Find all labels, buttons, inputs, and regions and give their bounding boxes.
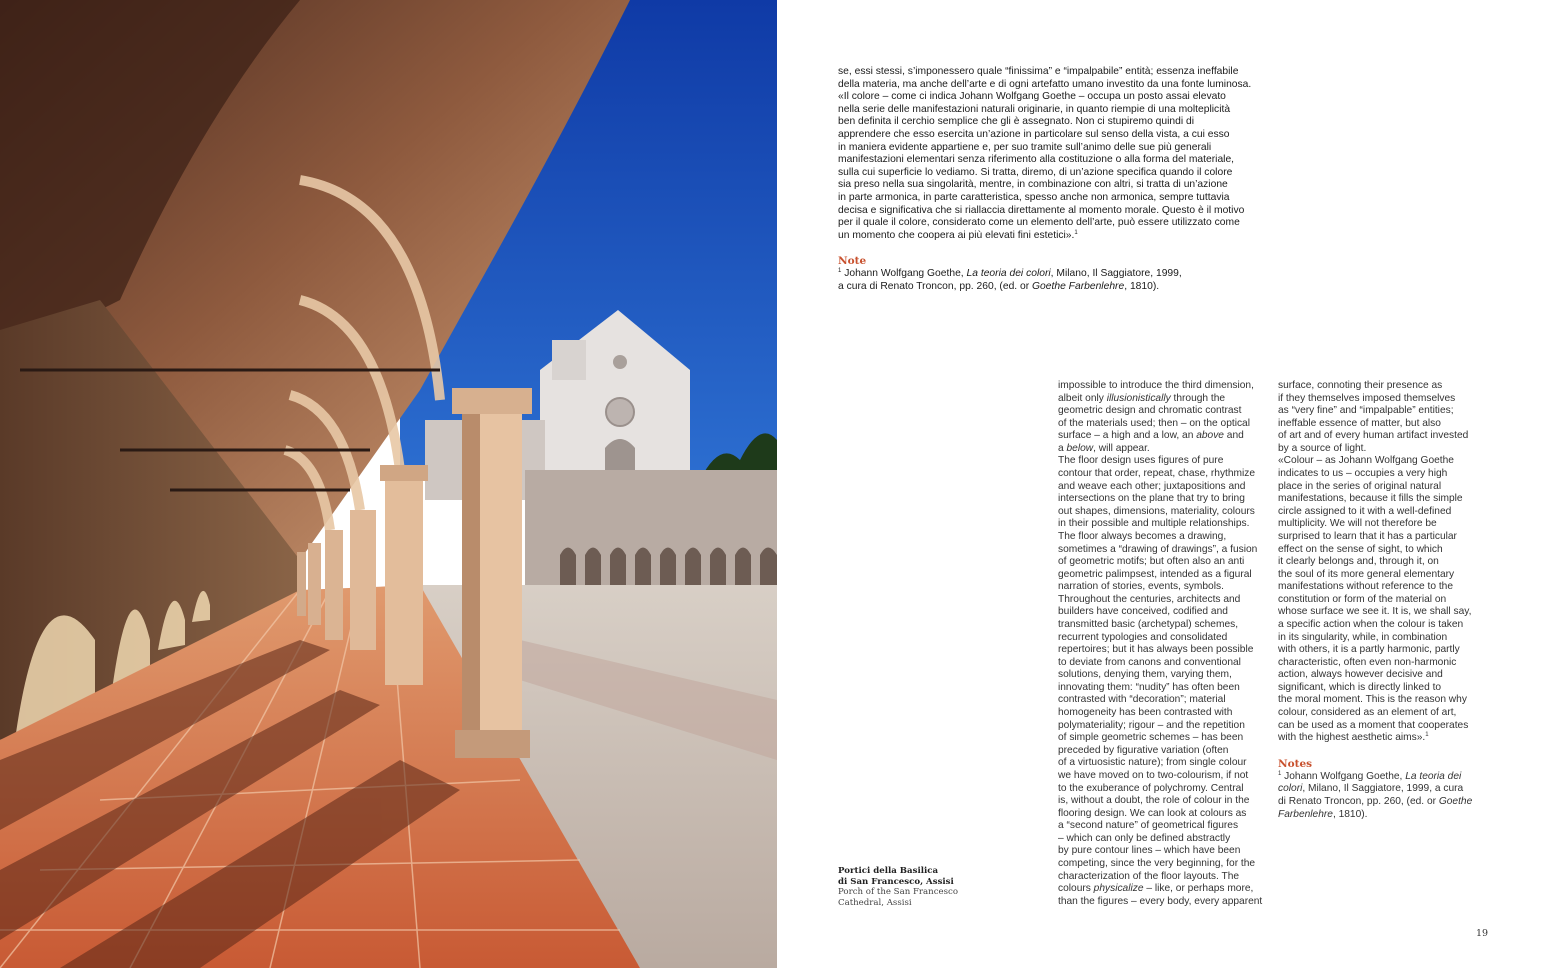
english-line bbox=[1058, 694, 1273, 707]
footnote-marker: 1 bbox=[1425, 732, 1429, 739]
english-line-text: a “second nature” of geometrical figures bbox=[1058, 820, 1239, 832]
english-line-text: to deviate from canons and conventional bbox=[1058, 656, 1241, 668]
text-segment: – like, or perhaps more, bbox=[1143, 883, 1254, 895]
page-number: 19 bbox=[1476, 928, 1489, 939]
notes-number: 1 bbox=[1278, 770, 1282, 777]
english-column-2 bbox=[1278, 380, 1493, 821]
note-book-title: La teoria dei colori bbox=[966, 268, 1051, 280]
caption-english-line: Porch of the San Francesco bbox=[838, 887, 958, 897]
note-text-segment: Johann Wolfgang Goethe, bbox=[841, 268, 967, 280]
english-line bbox=[1058, 606, 1273, 619]
english-line-text: circle assigned to it with a well-defined bbox=[1278, 505, 1452, 517]
english-line bbox=[1278, 518, 1493, 531]
notes-line bbox=[1278, 796, 1493, 809]
english-line bbox=[1058, 657, 1273, 670]
italian-line: sia preso nella sua singolarità, mentre, in combinazione con altri, si tratta di un’azione bbox=[838, 179, 1228, 191]
english-line-text: of a virtuosistic nature); from single colour bbox=[1058, 757, 1247, 769]
english-line bbox=[1058, 858, 1273, 871]
english-line bbox=[1278, 569, 1493, 582]
english-line-text: effect on the sense of sight, to which bbox=[1278, 543, 1443, 555]
text-segment: , will appear. bbox=[1093, 442, 1150, 454]
english-line bbox=[1278, 644, 1493, 657]
english-line bbox=[1058, 493, 1273, 506]
english-line-text: the soul of its more general elementary bbox=[1278, 568, 1455, 580]
text-segment: , 1810). bbox=[1332, 808, 1368, 820]
english-line-text: surprised to learn that it has a particular bbox=[1278, 530, 1457, 542]
english-line-text: to the exuberance of polychromy. Central bbox=[1058, 782, 1244, 794]
italian-line: ben definita il cerchio semplice che gli è assegnato. Non ci stupiremo quindi di bbox=[838, 116, 1195, 128]
english-line-text: manifestations without reference to the bbox=[1278, 581, 1453, 593]
english-line bbox=[1058, 481, 1273, 494]
note-text-segment: a cura di Renato Troncon, pp. 260, (ed. or bbox=[838, 280, 1033, 292]
english-line-text: out shapes, dimensions, materiality, colours bbox=[1058, 505, 1255, 517]
english-line bbox=[1058, 455, 1273, 468]
english-line bbox=[1278, 669, 1493, 682]
english-line bbox=[1058, 518, 1273, 531]
english-column-1 bbox=[1058, 380, 1273, 908]
english-line-text: competing, since the very beginning, for the bbox=[1058, 857, 1256, 869]
english-line: of the materials used; then – on the optical bbox=[1058, 417, 1250, 429]
english-line-text: action, always however decisive and bbox=[1278, 669, 1443, 681]
english-line bbox=[1278, 380, 1493, 393]
note-text bbox=[838, 268, 1268, 293]
text-segment: di Renato Troncon, pp. 260, (ed. or bbox=[1278, 795, 1439, 807]
english-column-2-lines bbox=[1278, 380, 1493, 745]
notes-line bbox=[1278, 809, 1493, 822]
english-line bbox=[1058, 783, 1273, 796]
note-text-segment: , Milano, Il Saggiatore, 1999, bbox=[1050, 268, 1182, 280]
english-line bbox=[1278, 707, 1493, 720]
notes-heading: Notes bbox=[1278, 757, 1313, 770]
english-line bbox=[1058, 833, 1273, 846]
italic-word: illusionistically bbox=[1106, 392, 1171, 404]
english-line-text: repertoires; but it has always been possible bbox=[1058, 644, 1254, 656]
notes-line bbox=[1278, 783, 1493, 796]
english-line-text: polymateriality; rigour – and the repetition bbox=[1058, 719, 1245, 731]
english-line-text: indicates to us – occupies a very high bbox=[1278, 468, 1448, 480]
italian-text-block bbox=[838, 66, 1268, 294]
english-line bbox=[1058, 770, 1273, 783]
english-line-text: builders have conceived, codified and bbox=[1058, 606, 1228, 618]
italic-word: physicalize bbox=[1093, 883, 1144, 895]
english-line bbox=[1058, 669, 1273, 682]
english-line bbox=[1278, 493, 1493, 506]
italian-line: decisa e significativa che si riallaccia direttamente al momento morale. Questo è il motivo bbox=[838, 204, 1245, 216]
english-line-text: it clearly belongs and, through it, on bbox=[1278, 556, 1439, 568]
english-line-text: can be used as a moment that cooperates bbox=[1278, 719, 1469, 731]
italian-line: apprendere che esso esercita un’azione in particolare sul senso della vista, a cui esso bbox=[838, 128, 1230, 140]
caption-italian-line: Portici della Basilica bbox=[838, 866, 939, 876]
english-line-text: solutions, denying them, varying them, bbox=[1058, 669, 1232, 681]
english-line-text: by pure contour lines – which have been bbox=[1058, 845, 1241, 857]
english-line bbox=[1058, 531, 1273, 544]
english-line bbox=[1278, 393, 1493, 406]
english-line bbox=[1278, 619, 1493, 632]
english-line bbox=[1058, 883, 1273, 896]
english-line-text: characterization of the floor layouts. The bbox=[1058, 870, 1240, 882]
english-line-text: constitution or form of the material on bbox=[1278, 593, 1447, 605]
italian-line: «Il colore – come ci indica Johann Wolfgang Goethe – occupa un posto assai elevato bbox=[838, 91, 1226, 103]
english-line bbox=[1058, 443, 1273, 456]
english-line-text: colour, considered as an element of art, bbox=[1278, 707, 1457, 719]
photo-caption bbox=[838, 866, 988, 908]
english-line-text: with others, it is a partly harmonic, partly bbox=[1278, 644, 1460, 656]
note-text-segment: , 1810). bbox=[1124, 280, 1160, 292]
english-line bbox=[1058, 720, 1273, 733]
italian-line bbox=[838, 230, 1268, 243]
notes-book-title: Goethe bbox=[1438, 795, 1473, 807]
english-line bbox=[1278, 594, 1493, 607]
english-line-text: by a source of light. bbox=[1278, 442, 1367, 454]
english-line-text: characteristic, often even non-harmonic bbox=[1278, 656, 1457, 668]
italian-line: nella serie delle manifestazioni naturali originarie, in quanto riempie di una molteplicità bbox=[838, 103, 1231, 115]
english-line bbox=[1058, 745, 1273, 758]
english-line-text: geometric palimpsest, intended as a figural bbox=[1058, 568, 1252, 580]
english-line bbox=[1058, 808, 1273, 821]
english-line bbox=[1278, 682, 1493, 695]
notes-book-title: La teoria dei bbox=[1405, 770, 1462, 782]
english-line-text: with the highest aesthetic aims». bbox=[1278, 732, 1426, 744]
english-line bbox=[1058, 644, 1273, 657]
english-line-text: of geometric motifs; but often also an anti bbox=[1058, 556, 1245, 568]
english-line-text: as “very fine” and “impalpable” entities; bbox=[1278, 405, 1454, 417]
english-line bbox=[1058, 707, 1273, 720]
english-line-text: The floor always becomes a drawing, bbox=[1058, 530, 1227, 542]
italian-line: in maniera evidente appartiene e, per suo tramite sull’animo delle sue più generali bbox=[838, 141, 1212, 153]
english-line-text: «Colour – as Johann Wolfgang Goethe bbox=[1278, 455, 1454, 467]
english-line bbox=[1278, 694, 1493, 707]
note-heading: Note bbox=[838, 255, 867, 268]
notes-book-title: colori bbox=[1278, 783, 1303, 795]
italian-body-paragraph bbox=[838, 66, 1268, 242]
english-line bbox=[1058, 556, 1273, 569]
english-line-text: contrasted with “decoration”; material bbox=[1058, 694, 1226, 706]
english-line-text: The floor design uses figures of pure bbox=[1058, 455, 1224, 467]
english-line-text: multiplicity. We will not therefore be bbox=[1278, 518, 1437, 530]
english-line-text: homogeneity has been contrasted with bbox=[1058, 707, 1233, 719]
italian-line: per il quale il colore, considerato come un elemento dell’arte, può essere utilizzato come bbox=[838, 217, 1240, 229]
italian-line: della materia, ma anche dell’arte e di ogni artefatto umano investito da una fonte luminosa. bbox=[838, 78, 1252, 90]
italian-line: in parte armonica, in parte caratteristica, spesso anche non armonica, sempre tuttavia bbox=[838, 191, 1230, 203]
english-line bbox=[1278, 430, 1493, 443]
italic-word: below bbox=[1066, 442, 1094, 454]
english-line bbox=[1278, 443, 1493, 456]
english-line-text: sometimes a “drawing of drawings”, a fusion bbox=[1058, 543, 1258, 555]
english-line-text: contour that order, repeat, chase, rhythmize bbox=[1058, 468, 1256, 480]
english-line-text: if they themselves imposed themselves bbox=[1278, 392, 1456, 404]
english-line bbox=[1058, 506, 1273, 519]
english-line-text: and weave each other; juxtapositions and bbox=[1058, 480, 1246, 492]
english-line bbox=[1278, 531, 1493, 544]
english-line bbox=[1058, 682, 1273, 695]
english-line bbox=[1278, 632, 1493, 645]
english-line bbox=[1278, 581, 1493, 594]
text-segment: a bbox=[1058, 442, 1067, 454]
text-segment: Johann Wolfgang Goethe, bbox=[1281, 770, 1406, 782]
english-line bbox=[1058, 569, 1273, 582]
note-line bbox=[838, 281, 1268, 294]
note-number: 1 bbox=[838, 268, 842, 275]
english-line bbox=[1278, 732, 1493, 745]
english-line bbox=[1058, 757, 1273, 770]
italian-line-text: un momento che coopera ai più elevati fini estetici». bbox=[838, 229, 1075, 241]
text-segment: and bbox=[1223, 430, 1244, 442]
english-line-text: recurrent typologies and consolidated bbox=[1058, 631, 1228, 643]
english-line-text: of art and of every human artifact invested bbox=[1278, 430, 1469, 442]
english-line-text: a specific action when the colour is taken bbox=[1278, 618, 1464, 630]
english-line bbox=[1058, 619, 1273, 632]
english-line-text: intersections on the plane that try to bring bbox=[1058, 493, 1245, 505]
english-line bbox=[1058, 871, 1273, 884]
english-line: geometric design and chromatic contrast bbox=[1058, 405, 1242, 417]
text-segment: surface – a high and a low, an bbox=[1058, 430, 1197, 442]
caption-english-line: Cathedral, Assisi bbox=[838, 897, 912, 908]
english-line bbox=[1058, 820, 1273, 833]
text-segment: albeit only bbox=[1058, 392, 1107, 404]
caption-italian-line: di San Francesco, Assisi bbox=[838, 876, 954, 887]
english-line bbox=[1058, 468, 1273, 481]
note-line bbox=[838, 268, 1268, 281]
english-line bbox=[1058, 581, 1273, 594]
italic-word: above bbox=[1196, 430, 1224, 442]
note-book-title: Goethe Farbenlehre bbox=[1032, 280, 1125, 292]
english-line bbox=[1278, 468, 1493, 481]
english-line-text: the moral moment. This is the reason why bbox=[1278, 694, 1467, 706]
italian-line: se, essi stessi, s’imponessero quale “finissima” e “impalpabile” entità; essenza ineffabile bbox=[838, 66, 1239, 77]
english-line bbox=[1278, 405, 1493, 418]
english-line-text: Throughout the centuries, architects and bbox=[1058, 593, 1241, 605]
english-line: than the figures – every body, every apparent bbox=[1058, 895, 1263, 907]
english-line: impossible to introduce the third dimension, bbox=[1058, 380, 1254, 391]
english-line bbox=[1278, 556, 1493, 569]
notes-block bbox=[1278, 757, 1493, 821]
english-line-text: innovating them: “nudity” has often been bbox=[1058, 681, 1240, 693]
english-line-text: in its singularity, while, in combination bbox=[1278, 631, 1448, 643]
english-line-text: whose surface we see it. It is, we shall say, bbox=[1278, 606, 1472, 618]
english-line bbox=[1058, 632, 1273, 645]
english-line bbox=[1058, 594, 1273, 607]
english-line bbox=[1278, 455, 1493, 468]
english-line-text: flooring design. We can look at colours as bbox=[1058, 807, 1247, 819]
english-line bbox=[1278, 481, 1493, 494]
italian-line: manifestazioni elementari senza riferimento alla costituzione o alla forma del materiale, bbox=[838, 154, 1235, 166]
english-line-text: in their possible and multiple relationships. bbox=[1058, 518, 1250, 530]
english-line bbox=[1278, 544, 1493, 557]
english-line-text: ineffable essence of matter, but also bbox=[1278, 417, 1441, 429]
english-line-text: surface, connoting their presence as bbox=[1278, 380, 1443, 391]
notes-line bbox=[1278, 771, 1493, 784]
english-line bbox=[1278, 506, 1493, 519]
footnote-marker: 1 bbox=[1074, 229, 1078, 236]
text-segment: , Milano, Il Saggiatore, 1999, a cura bbox=[1302, 783, 1464, 795]
english-line bbox=[1058, 795, 1273, 808]
english-line bbox=[1278, 657, 1493, 670]
english-line-text: manifestations, because it fills the simple bbox=[1278, 493, 1463, 505]
english-line bbox=[1058, 430, 1273, 443]
english-line bbox=[1058, 845, 1273, 858]
english-line bbox=[1278, 720, 1493, 733]
notes-book-title: Farbenlehre bbox=[1278, 808, 1333, 820]
english-line bbox=[1058, 393, 1273, 406]
english-line bbox=[1278, 606, 1493, 619]
english-line bbox=[1058, 544, 1273, 557]
english-line-text: preceded by figurative variation (often bbox=[1058, 744, 1229, 756]
english-line-text: transmitted basic (archetypal) schemes, bbox=[1058, 618, 1239, 630]
text-segment: through the bbox=[1170, 392, 1226, 404]
english-line bbox=[1278, 418, 1493, 431]
english-line-text: is, without a doubt, the role of colour in the bbox=[1058, 795, 1250, 807]
english-line bbox=[1058, 732, 1273, 745]
english-line-text: narration of stories, events, symbols. bbox=[1058, 581, 1224, 593]
english-line-text: we have moved on to two-colourism, if not bbox=[1058, 769, 1249, 781]
english-line-text: – which can only be defined abstractly bbox=[1058, 832, 1231, 844]
text-segment: colours bbox=[1058, 883, 1094, 895]
english-line-text: of simple geometric schemes – has been bbox=[1058, 732, 1244, 744]
english-line-text: significant, which is directly linked to bbox=[1278, 681, 1442, 693]
italian-line: sulla cui superficie lo vediamo. Si tratta, diremo, di un’azione specifica quando il colore bbox=[838, 166, 1233, 178]
english-line-text: place in the series of original natural bbox=[1278, 480, 1442, 492]
english-column-1-lines bbox=[1058, 455, 1273, 883]
